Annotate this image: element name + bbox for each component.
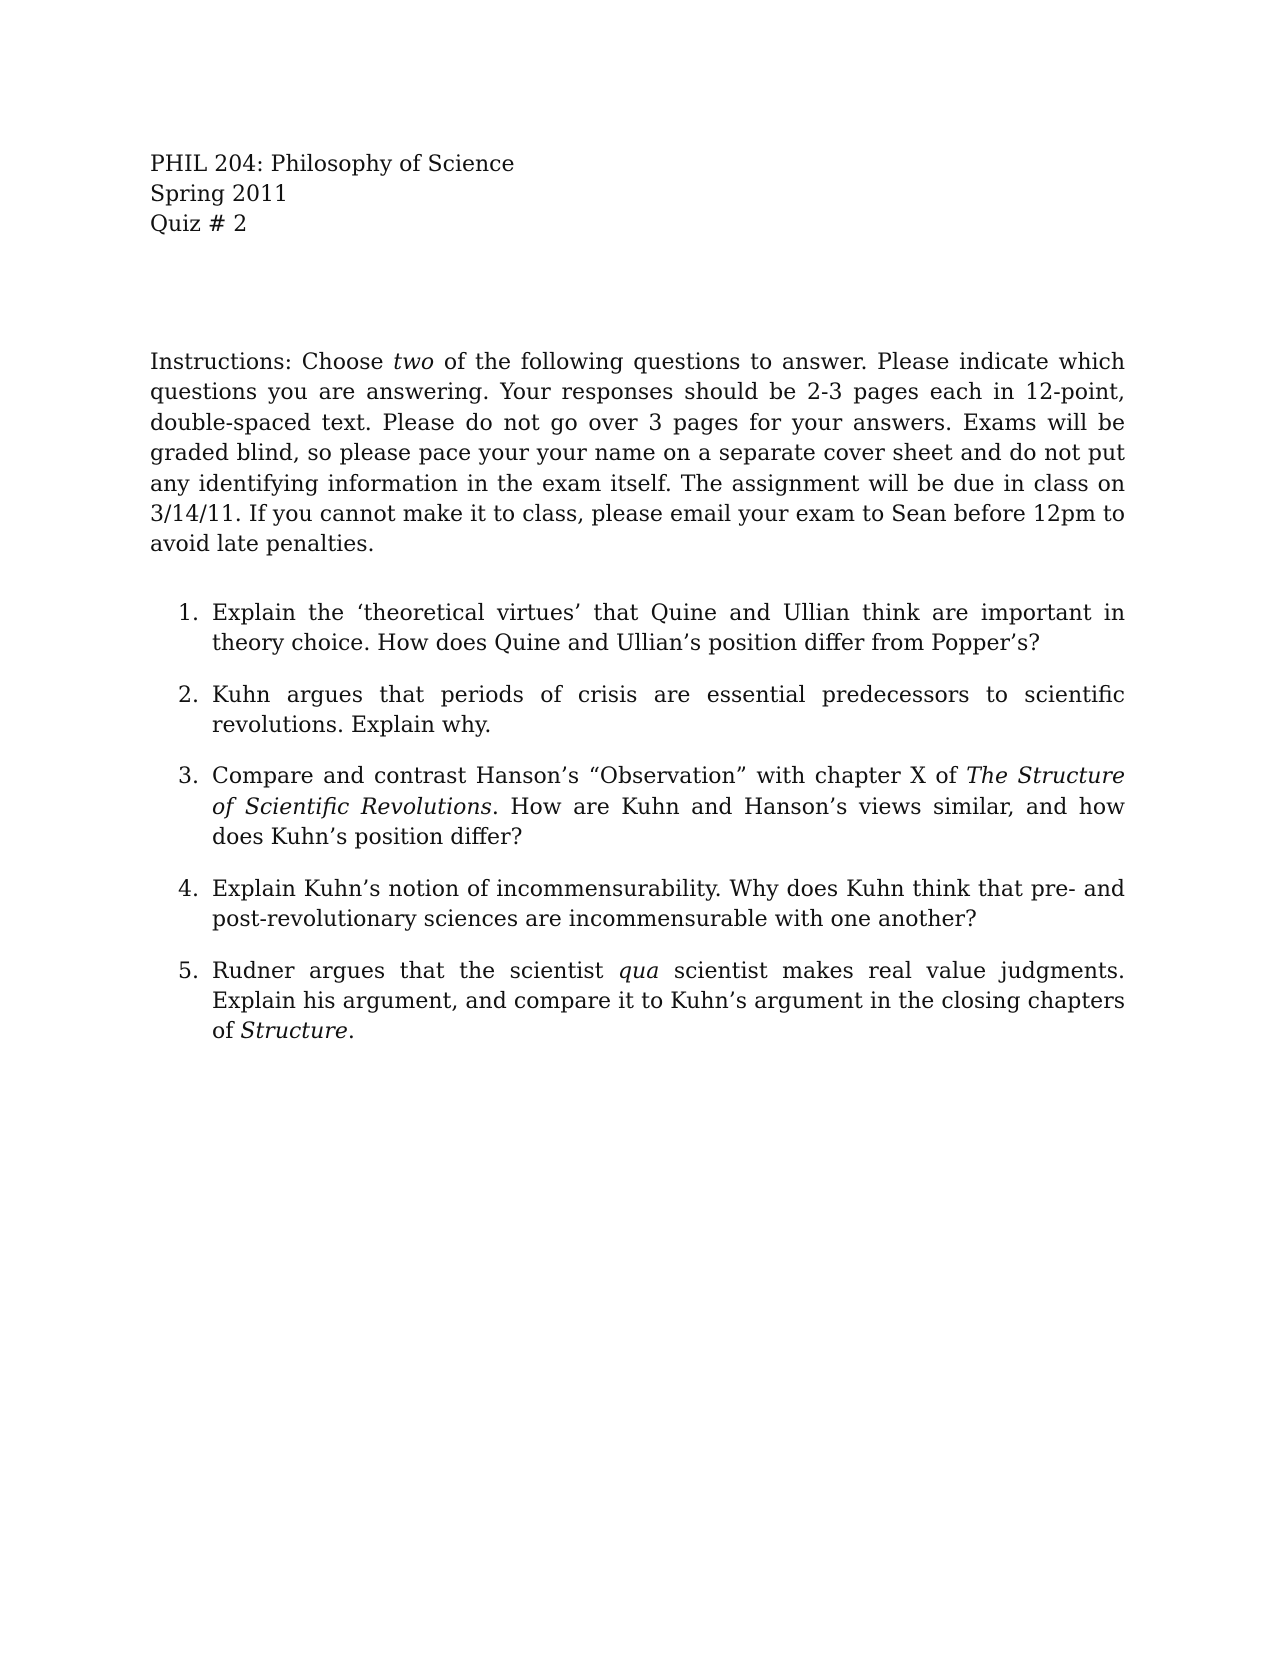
book-title: The Structure of Scientific Revolutions: [212, 764, 1125, 820]
question-text: Explain the ‘theoretical virtues’ that Quine and Ullian think are important in theory choice. How does Quine and Ullian’s position differ from Popper’s?: [212, 600, 1125, 657]
term-label: Spring 2011: [150, 182, 288, 207]
instructions-paragraph: [150, 348, 1125, 561]
document-page: [150, 150, 1125, 1069]
question-text-part: .: [347, 1019, 355, 1045]
question-item: [150, 875, 1125, 936]
question-number: 2.: [178, 682, 199, 708]
question-item: [150, 599, 1125, 660]
question-text: Kuhn argues that periods of crisis are essential predecessors to scientific revolutions. Explain why.: [212, 682, 1125, 739]
instructions-body: of the following questions to answer. Please indicate which questions you are answering. Your responses should be 2-3 pages each in 12-point, double-spaced text. Please do not go over 3 pages for your answers. Exams will be graded blind, so please pace your your name on a separate cover sheet and do not put any identifying information in the exam itself. The assignment will be due in class on 3/14/11. If you cannot make it to class, please email your exam to Sean before 12pm to avoid late penalties.: [150, 350, 1126, 558]
question-number: 3.: [178, 764, 199, 790]
question-text: Explain Kuhn’s notion of incommensurability. Why does Kuhn think that pre- and post-revolutionary sciences are incommensurable with one another?: [212, 876, 1125, 933]
book-title: Structure: [240, 1019, 348, 1045]
course-title: PHIL 204: Philosophy of Science: [150, 152, 515, 177]
question-item: [150, 762, 1125, 853]
document-header: [150, 150, 1125, 240]
question-number: 4.: [178, 876, 199, 902]
question-text-part: Rudner argues that the scientist: [212, 958, 618, 984]
question-text-part: . How are Kuhn and Hanson’s views similar, and how does Kuhn’s position differ?: [212, 794, 1125, 851]
question-list: [150, 599, 1125, 1048]
question-text-part: Compare and contrast Hanson’s “Observation” with chapter X of: [212, 764, 967, 790]
question-text-part: scientist makes real value judgments. Explain his argument, and compare it to Kuhn’s argument in the closing chapters of: [212, 958, 1125, 1045]
instructions-lead: Instructions: Choose: [150, 350, 394, 375]
question-number: 5.: [178, 958, 199, 984]
emphasis-qua: qua: [617, 958, 660, 984]
quiz-label: Quiz # 2: [150, 212, 248, 237]
instructions-emphasis: two: [393, 350, 435, 375]
question-item: [150, 681, 1125, 742]
question-item: [150, 957, 1125, 1048]
question-number: 1.: [178, 600, 199, 626]
